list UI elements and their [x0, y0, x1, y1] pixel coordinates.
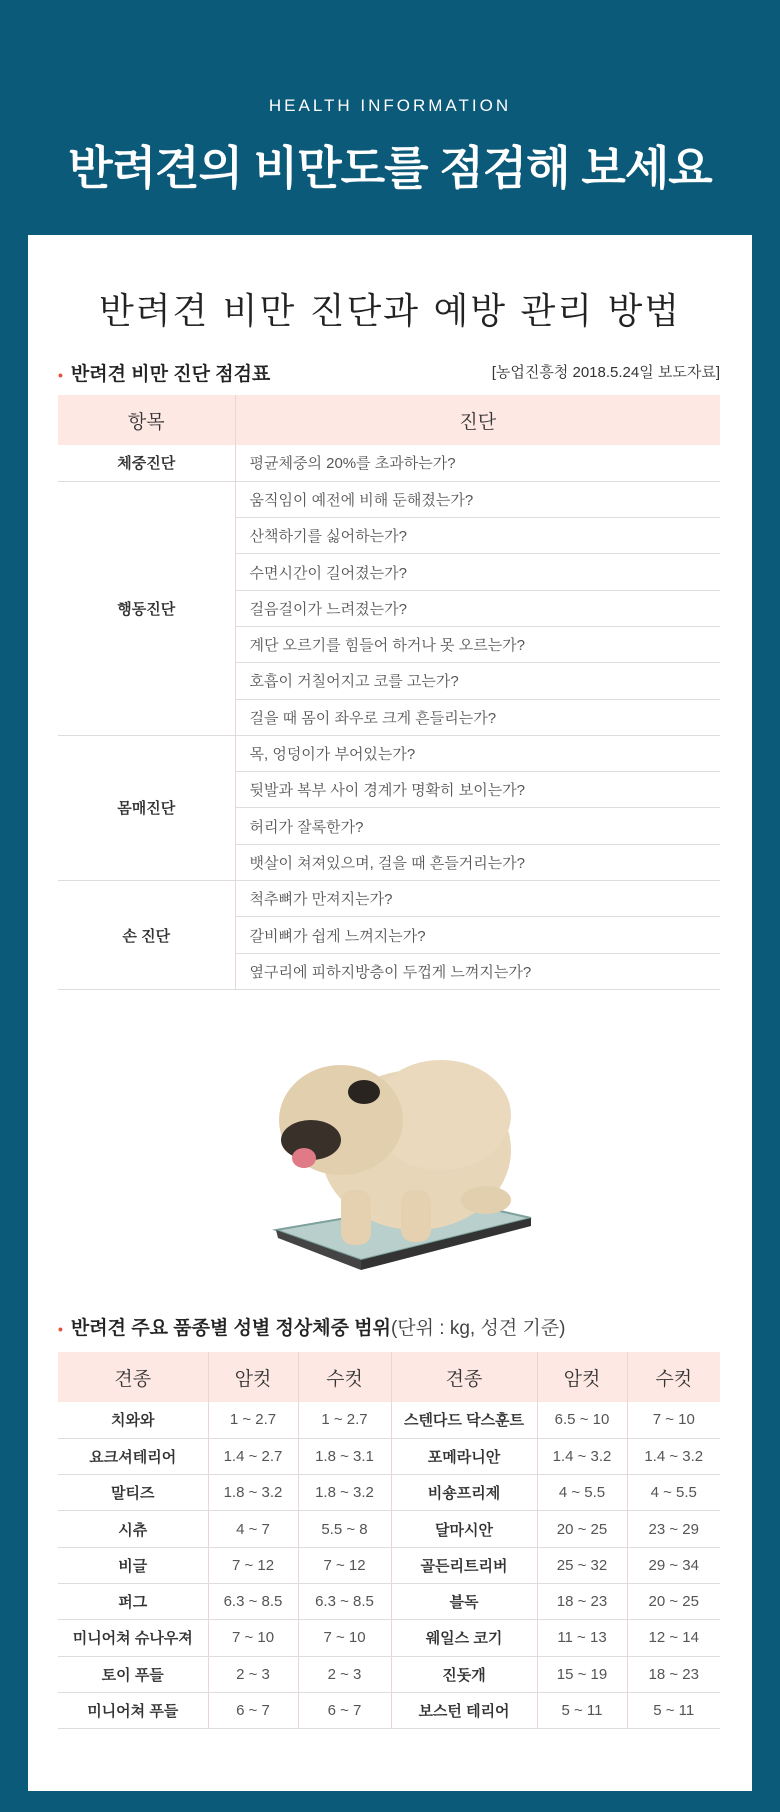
male-weight-cell: 1 ~ 2.7 — [298, 1402, 391, 1438]
table-row — [58, 1547, 720, 1583]
bullet-icon: • — [58, 366, 63, 383]
breed-cell: 웨일스 코기 — [391, 1620, 537, 1656]
unit-note: (단위 : kg, 성견 기준) — [390, 1318, 566, 1339]
category-cell: 행동진단 — [58, 481, 235, 735]
column-header: 암컷 — [537, 1352, 627, 1402]
male-weight-cell: 18 ~ 23 — [627, 1656, 720, 1692]
female-weight-cell: 7 ~ 12 — [208, 1547, 298, 1583]
breed-cell: 포메라니안 — [391, 1438, 537, 1474]
obesity-checklist-table — [58, 395, 720, 990]
male-weight-cell: 20 ~ 25 — [627, 1583, 720, 1619]
male-weight-cell: 7 ~ 12 — [298, 1547, 391, 1583]
question-cell: 허리가 잘록한가? — [235, 808, 720, 844]
table-row — [58, 735, 720, 771]
eyebrow-label: HEALTH INFORMATION — [268, 96, 512, 115]
column-header: 수컷 — [298, 1352, 391, 1402]
column-header: 수컷 — [627, 1352, 720, 1402]
table-row — [58, 1402, 720, 1438]
breed-cell: 미니어쳐 푸들 — [58, 1692, 208, 1728]
male-weight-cell: 6 ~ 7 — [298, 1692, 391, 1728]
question-cell: 걸음걸이가 느려졌는가? — [235, 590, 720, 626]
breed-cell: 퍼그 — [58, 1583, 208, 1619]
female-weight-cell: 4 ~ 7 — [208, 1511, 298, 1547]
weights-heading-text: 반려견 주요 품종별 성별 정상체중 범위 — [70, 1318, 391, 1339]
weights-heading — [58, 1313, 566, 1340]
male-weight-cell: 7 ~ 10 — [627, 1402, 720, 1438]
breed-cell: 블독 — [391, 1583, 537, 1619]
male-weight-cell: 5 ~ 11 — [627, 1692, 720, 1728]
female-weight-cell: 20 ~ 25 — [537, 1511, 627, 1547]
male-weight-cell: 1.4 ~ 3.2 — [627, 1438, 720, 1474]
content-card — [28, 235, 752, 1791]
question-cell: 옆구리에 피하지방층이 두껍게 느껴지는가? — [235, 953, 720, 989]
female-weight-cell: 1.4 ~ 3.2 — [537, 1438, 627, 1474]
question-cell: 평균체중의 20%를 초과하는가? — [235, 445, 720, 481]
checklist-heading-text: 반려견 비만 진단 점검표 — [70, 364, 271, 385]
breed-cell: 시츄 — [58, 1511, 208, 1547]
page-title: 반려견의 비만도를 점검해 보세요 — [68, 142, 712, 194]
table-row — [58, 481, 720, 517]
breed-cell: 스텐다드 닥스훈트 — [391, 1402, 537, 1438]
breed-cell: 달마시안 — [391, 1511, 537, 1547]
question-cell: 뒷발과 복부 사이 경계가 명확히 보이는가? — [235, 772, 720, 808]
pug-on-scale-image — [266, 1040, 536, 1282]
breed-cell: 진돗개 — [391, 1656, 537, 1692]
male-weight-cell: 2 ~ 3 — [298, 1656, 391, 1692]
column-header: 항목 — [58, 395, 235, 445]
male-weight-cell: 1.8 ~ 3.1 — [298, 1438, 391, 1474]
question-cell: 목, 엉덩이가 부어있는가? — [235, 735, 720, 771]
female-weight-cell: 6 ~ 7 — [208, 1692, 298, 1728]
male-weight-cell: 23 ~ 29 — [627, 1511, 720, 1547]
female-weight-cell: 1.8 ~ 3.2 — [208, 1475, 298, 1511]
breed-cell: 보스턴 테리어 — [391, 1692, 537, 1728]
column-header: 암컷 — [208, 1352, 298, 1402]
female-weight-cell: 25 ~ 32 — [537, 1547, 627, 1583]
table-row — [58, 1692, 720, 1728]
question-cell: 뱃살이 쳐져있으며, 걸을 때 흔들거리는가? — [235, 844, 720, 880]
table-row — [58, 1656, 720, 1692]
male-weight-cell: 29 ~ 34 — [627, 1547, 720, 1583]
question-cell: 산책하기를 싫어하는가? — [235, 518, 720, 554]
female-weight-cell: 4 ~ 5.5 — [537, 1475, 627, 1511]
male-weight-cell: 4 ~ 5.5 — [627, 1475, 720, 1511]
female-weight-cell: 6.5 ~ 10 — [537, 1402, 627, 1438]
female-weight-cell: 1 ~ 2.7 — [208, 1402, 298, 1438]
table-row — [58, 1620, 720, 1656]
male-weight-cell: 7 ~ 10 — [298, 1620, 391, 1656]
table-row — [58, 1438, 720, 1474]
question-cell: 움직임이 예전에 비해 둔해졌는가? — [235, 481, 720, 517]
breed-cell: 치와와 — [58, 1402, 208, 1438]
breed-cell: 미니어쳐 슈나우져 — [58, 1620, 208, 1656]
question-cell: 갈비뼈가 쉽게 느껴지는가? — [235, 917, 720, 953]
female-weight-cell: 11 ~ 13 — [537, 1620, 627, 1656]
question-cell: 척추뼈가 만져지는가? — [235, 881, 720, 917]
table-row — [58, 1475, 720, 1511]
breed-cell: 비숑프리제 — [391, 1475, 537, 1511]
female-weight-cell: 7 ~ 10 — [208, 1620, 298, 1656]
column-header: 견종 — [391, 1352, 537, 1402]
question-cell: 호흡이 거칠어지고 코를 고는가? — [235, 663, 720, 699]
female-weight-cell: 6.3 ~ 8.5 — [208, 1583, 298, 1619]
bullet-icon: • — [58, 1320, 63, 1337]
female-weight-cell: 15 ~ 19 — [537, 1656, 627, 1692]
male-weight-cell: 12 ~ 14 — [627, 1620, 720, 1656]
handwritten-title: 반려견 비만 진단과 예방 관리 방법 — [98, 291, 682, 332]
breed-cell: 토이 푸들 — [58, 1656, 208, 1692]
female-weight-cell: 2 ~ 3 — [208, 1656, 298, 1692]
category-cell: 몸매진단 — [58, 735, 235, 880]
table-row — [58, 1583, 720, 1619]
column-header: 견종 — [58, 1352, 208, 1402]
question-cell: 계단 오르기를 힘들어 하거나 못 오르는가? — [235, 626, 720, 662]
breed-cell: 골든리트리버 — [391, 1547, 537, 1583]
breed-cell: 말티즈 — [58, 1475, 208, 1511]
category-cell: 손 진단 — [58, 881, 235, 990]
female-weight-cell: 18 ~ 23 — [537, 1583, 627, 1619]
female-weight-cell: 5 ~ 11 — [537, 1692, 627, 1728]
table-row — [58, 881, 720, 917]
male-weight-cell: 6.3 ~ 8.5 — [298, 1583, 391, 1619]
category-cell: 체중진단 — [58, 445, 235, 481]
breed-cell: 요크셔테리어 — [58, 1438, 208, 1474]
male-weight-cell: 5.5 ~ 8 — [298, 1511, 391, 1547]
question-cell: 수면시간이 길어졌는가? — [235, 554, 720, 590]
checklist-heading — [58, 359, 270, 386]
question-cell: 걸을 때 몸이 좌우로 크게 흔들리는가? — [235, 699, 720, 735]
column-header: 진단 — [235, 395, 720, 445]
breed-weight-table — [58, 1352, 720, 1729]
male-weight-cell: 1.8 ~ 3.2 — [298, 1475, 391, 1511]
table-row — [58, 445, 720, 481]
female-weight-cell: 1.4 ~ 2.7 — [208, 1438, 298, 1474]
breed-cell: 비글 — [58, 1547, 208, 1583]
table-row — [58, 1511, 720, 1547]
source-note: [농업진흥청 2018.5.24일 보도자료] — [491, 364, 720, 381]
